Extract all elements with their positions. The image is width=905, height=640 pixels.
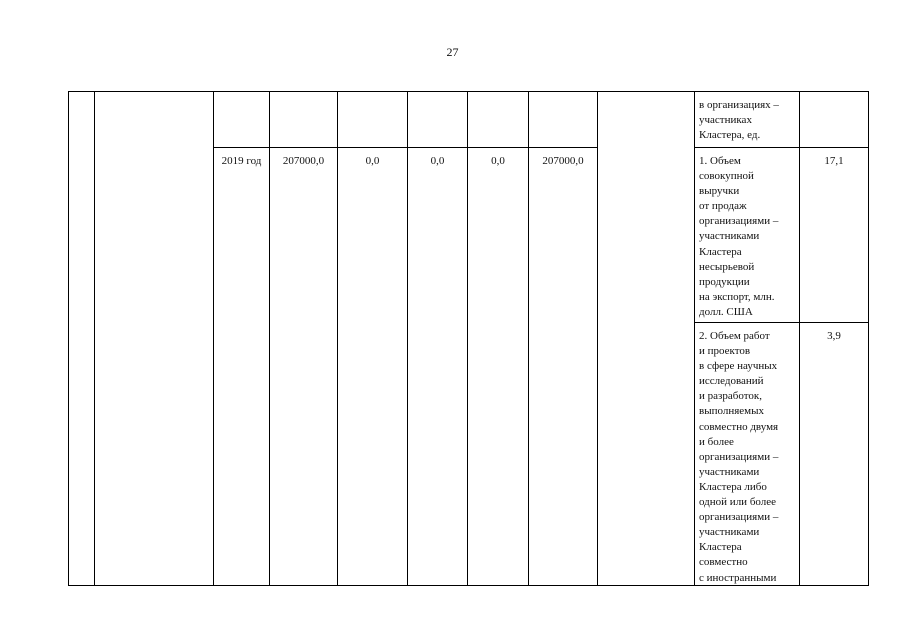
value-cell: 207000,0 (542, 155, 584, 167)
indicator-value: 3,9 (827, 330, 841, 342)
value-cell: 0,0 (430, 155, 445, 167)
value-cell: 207000,0 (282, 155, 325, 167)
table-border-left (68, 91, 69, 586)
table-border-top (68, 91, 869, 92)
row-divider (213, 147, 598, 148)
column-divider (694, 91, 695, 586)
indicator-text: 2. Объем работ и проектов в сфере научных исследований и разработок, выполняемых совместно двумя и более организациями – участниками Кластера либо одной или более организациями – участниками Кластера совместно с иностранными (699, 330, 779, 584)
value-cell: 0,0 (491, 155, 505, 167)
row-divider (694, 147, 869, 148)
column-divider (94, 91, 95, 586)
page-number: 27 (446, 45, 459, 59)
indicator-value: 17,1 (824, 155, 844, 167)
table-border-right (868, 91, 869, 586)
value-cell: 0,0 (365, 155, 380, 167)
row-divider (694, 322, 869, 323)
indicator-text: в организациях – участниках Кластера, ед. (699, 99, 779, 142)
column-divider (597, 91, 598, 586)
indicator-text: 1. Объем совокупной выручки от продаж организациями – участниками Кластера несырьевой продукции на экспорт, млн. долл. США (699, 155, 779, 318)
year-cell: 2019 год (221, 155, 262, 167)
